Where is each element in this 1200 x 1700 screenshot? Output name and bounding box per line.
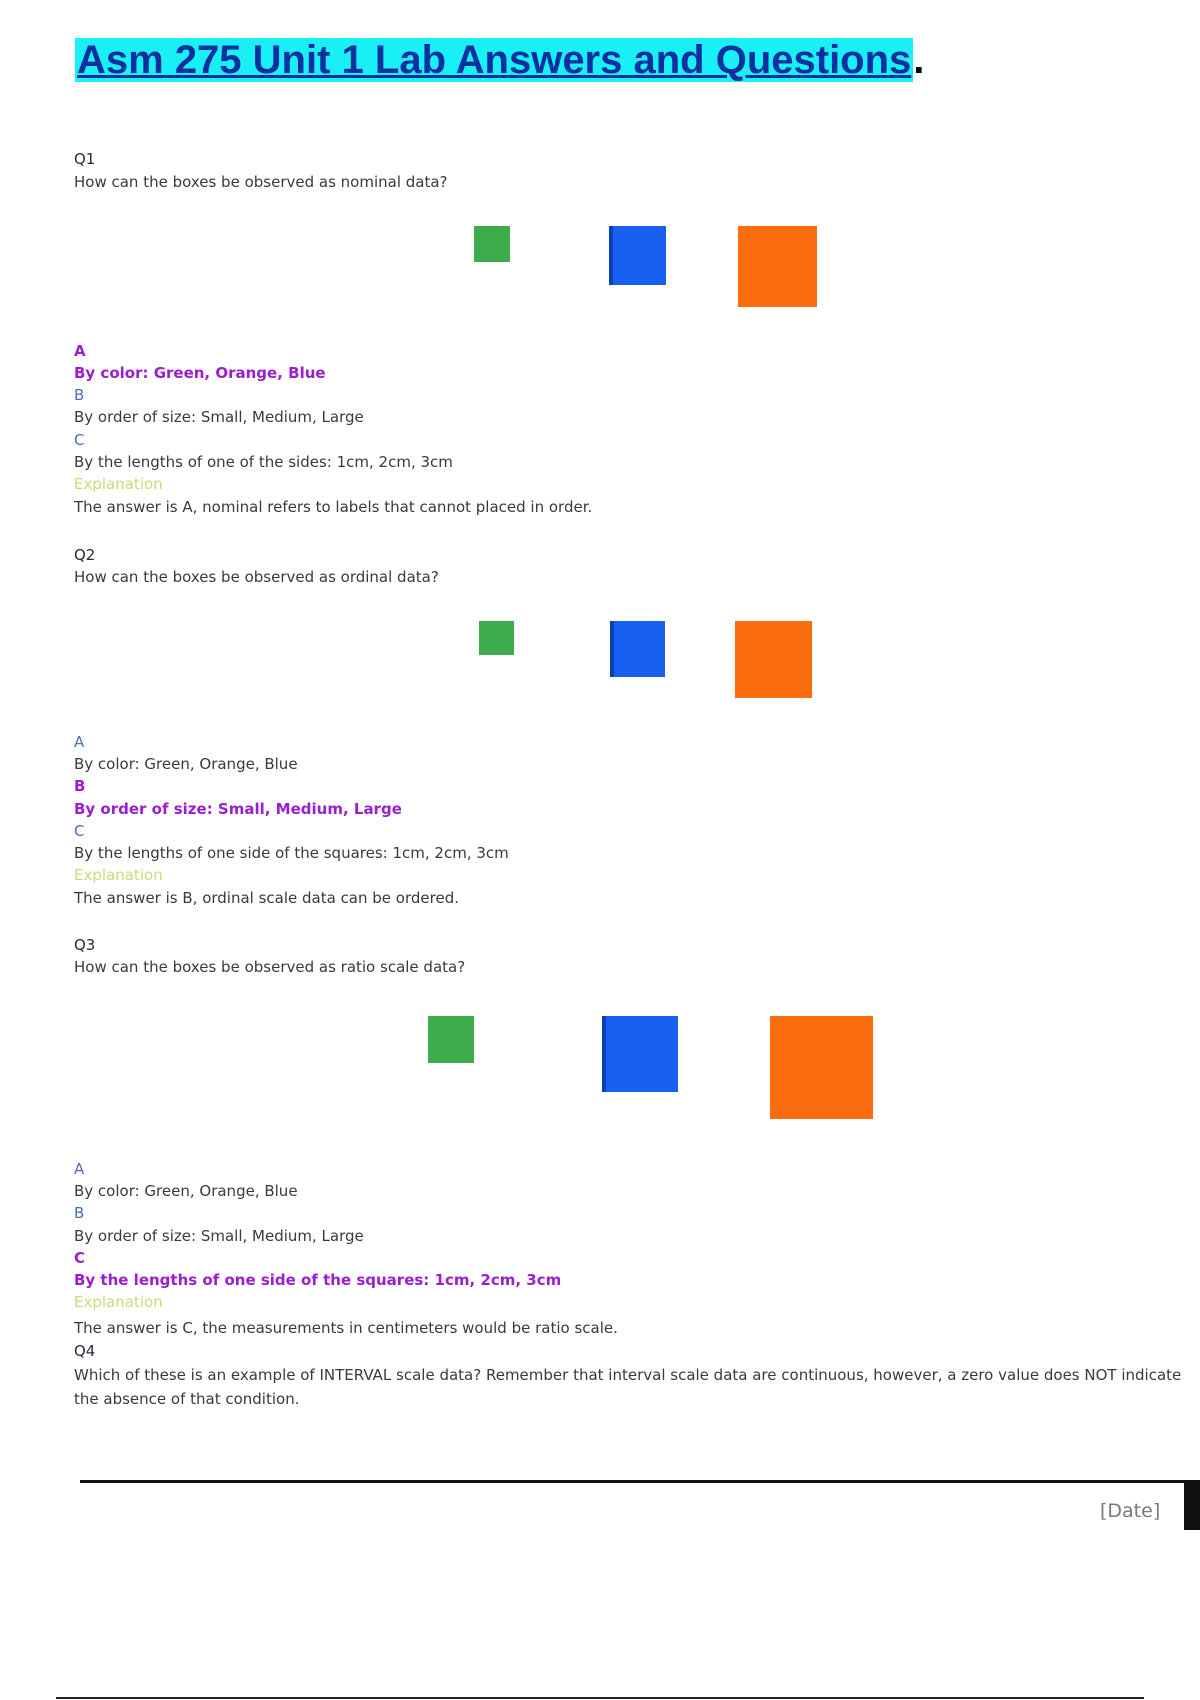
q2-option-b-letter: B [74, 777, 86, 795]
q3-option-a-text: By color: Green, Orange, Blue [74, 1182, 298, 1200]
q3-option-a-letter: A [74, 1160, 85, 1178]
q3-blue-square [602, 1016, 678, 1092]
q2-option-b-text: By order of size: Small, Medium, Large [74, 800, 402, 818]
q1-option-b-letter: B [74, 386, 85, 404]
title-period: . [913, 38, 925, 82]
q3-option-c-text: By the lengths of one side of the squares: 1cm, 2cm, 3cm [74, 1271, 562, 1289]
q2-option-c-letter: C [74, 822, 85, 840]
q2-answer: The answer is B, ordinal scale data can be ordered. [74, 889, 459, 907]
footer-date: [Date] [1100, 1500, 1161, 1522]
q2-explanation-label: Explanation [74, 866, 163, 884]
q3-option-b-text: By order of size: Small, Medium, Large [74, 1227, 364, 1245]
page-title [75, 36, 924, 84]
footer-tab-marker [1184, 1480, 1200, 1530]
q3-orange-square [770, 1016, 873, 1119]
q2-label: Q2 [74, 546, 96, 564]
q1-option-a-letter: A [74, 342, 86, 360]
q3-label: Q3 [74, 936, 96, 954]
q3-option-b-letter: B [74, 1204, 85, 1222]
q1-option-b-text: By order of size: Small, Medium, Large [74, 408, 364, 426]
q1-question: How can the boxes be observed as nominal data? [74, 173, 448, 191]
q2-option-c-text: By the lengths of one side of the squares: 1cm, 2cm, 3cm [74, 844, 509, 862]
q2-option-a-letter: A [74, 733, 85, 751]
q2-orange-square [735, 621, 812, 698]
page-bottom-rule [56, 1697, 1144, 1699]
q1-green-square [474, 226, 510, 262]
q2-question: How can the boxes be observed as ordinal data? [74, 568, 439, 586]
q2-option-a-text: By color: Green, Orange, Blue [74, 755, 298, 773]
q1-explanation-label: Explanation [74, 475, 163, 493]
title-text: Asm 275 Unit 1 Lab Answers and Questions [77, 38, 912, 82]
q3-option-c-letter: C [74, 1249, 86, 1267]
q1-orange-square [738, 226, 817, 307]
q1-option-c-letter: C [74, 431, 85, 449]
q1-blue-square [609, 226, 666, 285]
q3-question: How can the boxes be observed as ratio scale data? [74, 958, 466, 976]
q3-green-square [428, 1016, 474, 1063]
footer-rule [80, 1480, 1185, 1483]
q1-label: Q1 [74, 150, 96, 168]
q1-option-a-text: By color: Green, Orange, Blue [74, 364, 326, 382]
q4-question: Which of these is an example of INTERVAL scale data? Remember that interval scale data are continuous, however, a zero value does NOT indicate the absence of that condition. [74, 1366, 1182, 1408]
q4-label: Q4 [74, 1342, 96, 1360]
q2-green-square [479, 621, 514, 655]
q1-option-c-text: By the lengths of one of the sides: 1cm, 2cm, 3cm [74, 453, 453, 471]
q3-explanation-label: Explanation [74, 1293, 163, 1311]
q2-blue-square [610, 621, 665, 677]
q3-answer: The answer is C, the measurements in centimeters would be ratio scale. [74, 1319, 618, 1337]
q1-answer: The answer is A, nominal refers to labels that cannot placed in order. [74, 498, 593, 516]
